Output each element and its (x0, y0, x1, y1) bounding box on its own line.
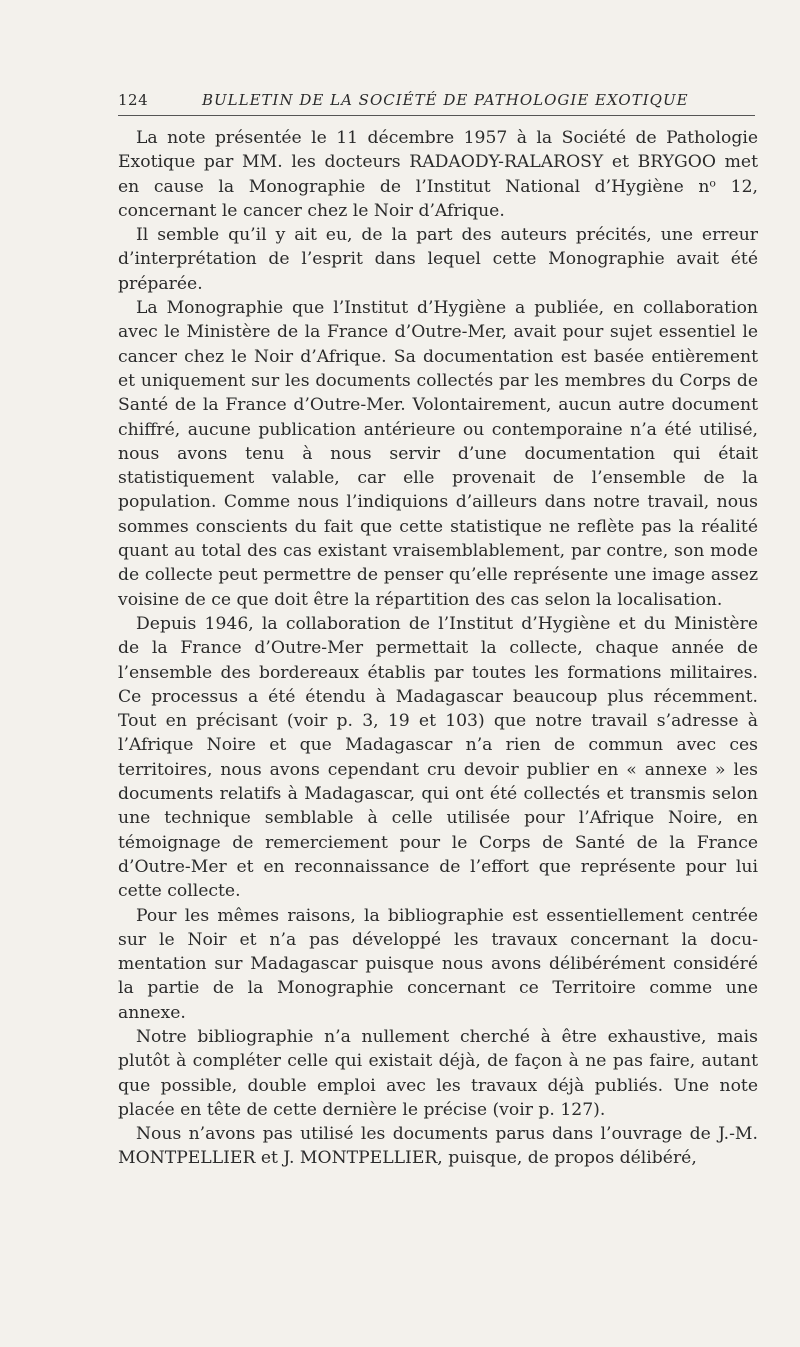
paragraph-2: Il semble qu’il y ait eu, de la part des auteurs précités, une erreur d’interprétation de l’esprit dans lequel cette Monographie avait été préparée. (118, 225, 758, 294)
paragraph-7: Nous n’avons pas utilisé les documents parus dans l’ouvrage de J.-M. MONTPELLIER et J. MONTPELLIER, puisque, de propos délibéré, (118, 1124, 758, 1169)
paragraph-5: Pour les mêmes raisons, la bibliographie est essentiellement centrée sur le Noir et n’a pas développé les travaux concernant la documentation sur Madagascar puisque nous avons délibérément considéré la partie de la Monographie concernant ce Territoire comme une annexe. (118, 905, 758, 1023)
paragraph-4: Depuis 1946, la collaboration de l’Institut d’Hygiène et du Ministère de la France d’Outre-Mer permettait la collecte, chaque année de l’ensemble des bordereaux établis par toutes les formations militaires. Ce processus a été étendu à Madagascar beaucoup plus récemment. Tout en précisant (voir p. 3, 19 et 103) que notre travail s’adresse à l’Afrique Noire et que Madagascar n’a rien de commun avec ces territoires, nous avons cependant cru devoir publier en « annexe » les documents relatifs à Madagascar, qui ont été collectés et transmis selon une technique semblable à celle utilisée pour l’Afrique Noire, en témoignage de remerciement pour le Corps de Santé de la France d’Outre-Mer et en reconnaissance de l’effort que représente pour lui cette collecte. (118, 613, 758, 902)
paragraph-6: Notre bibliographie n’a nullement cherché à être exhaustive, mais plutôt à compléter celle qui existait déjà, de façon à ne pas faire, autant que possible, double emploi avec les travaux déjà publiés. Une note placée en tête de cette dernière le précise (voir p. 127). (118, 1026, 758, 1120)
journal-title: BULLETIN DE LA SOCIÉTÉ DE PATHOLOGIE EXOTIQUE (202, 91, 689, 109)
paragraph-1: La note présentée le 11 décembre 1957 à la Société de Pathologie Exotique par MM. les docteurs RADAODY-RALAROSY et BRYGOO met en cause la Monographie de l’Institut National d’Hygiène nᵒ 12, concernant le cancer chez le Noir d’Afrique. (118, 128, 758, 221)
paragraph-3: La Monographie que l’Institut d’Hygiène a publiée, en collaboration avec le Ministère de la France d’Outre-Mer, avait pour sujet essentiel le cancer chez le Noir d’Afrique. Sa documentation est basée entièrement et uniquement sur les documents collectés par les membres du Corps de Santé de la France d’Outre-Mer. Volontairement, aucun autre document chiffré, aucune publication antérieure ou contemporaine n’a été utilisé, nous avons tenu à nous servir d’une documentation qui était statistiquement valable, car elle provenait de l’ensemble de la population. Comme nous l’indiquions d’ailleurs dans notre travail, nous sommes conscients du fait que cette statistique ne reflète pas la réalité quant au total des cas existant vraisemblablement, par contre, son mode de collecte peut permettre de penser qu’elle représente une image assez voisine de ce que doit être la répartition des cas selon la localisation. (118, 298, 758, 610)
article-body (118, 126, 758, 1171)
running-head (118, 91, 755, 116)
page-number: 124 (118, 91, 149, 109)
